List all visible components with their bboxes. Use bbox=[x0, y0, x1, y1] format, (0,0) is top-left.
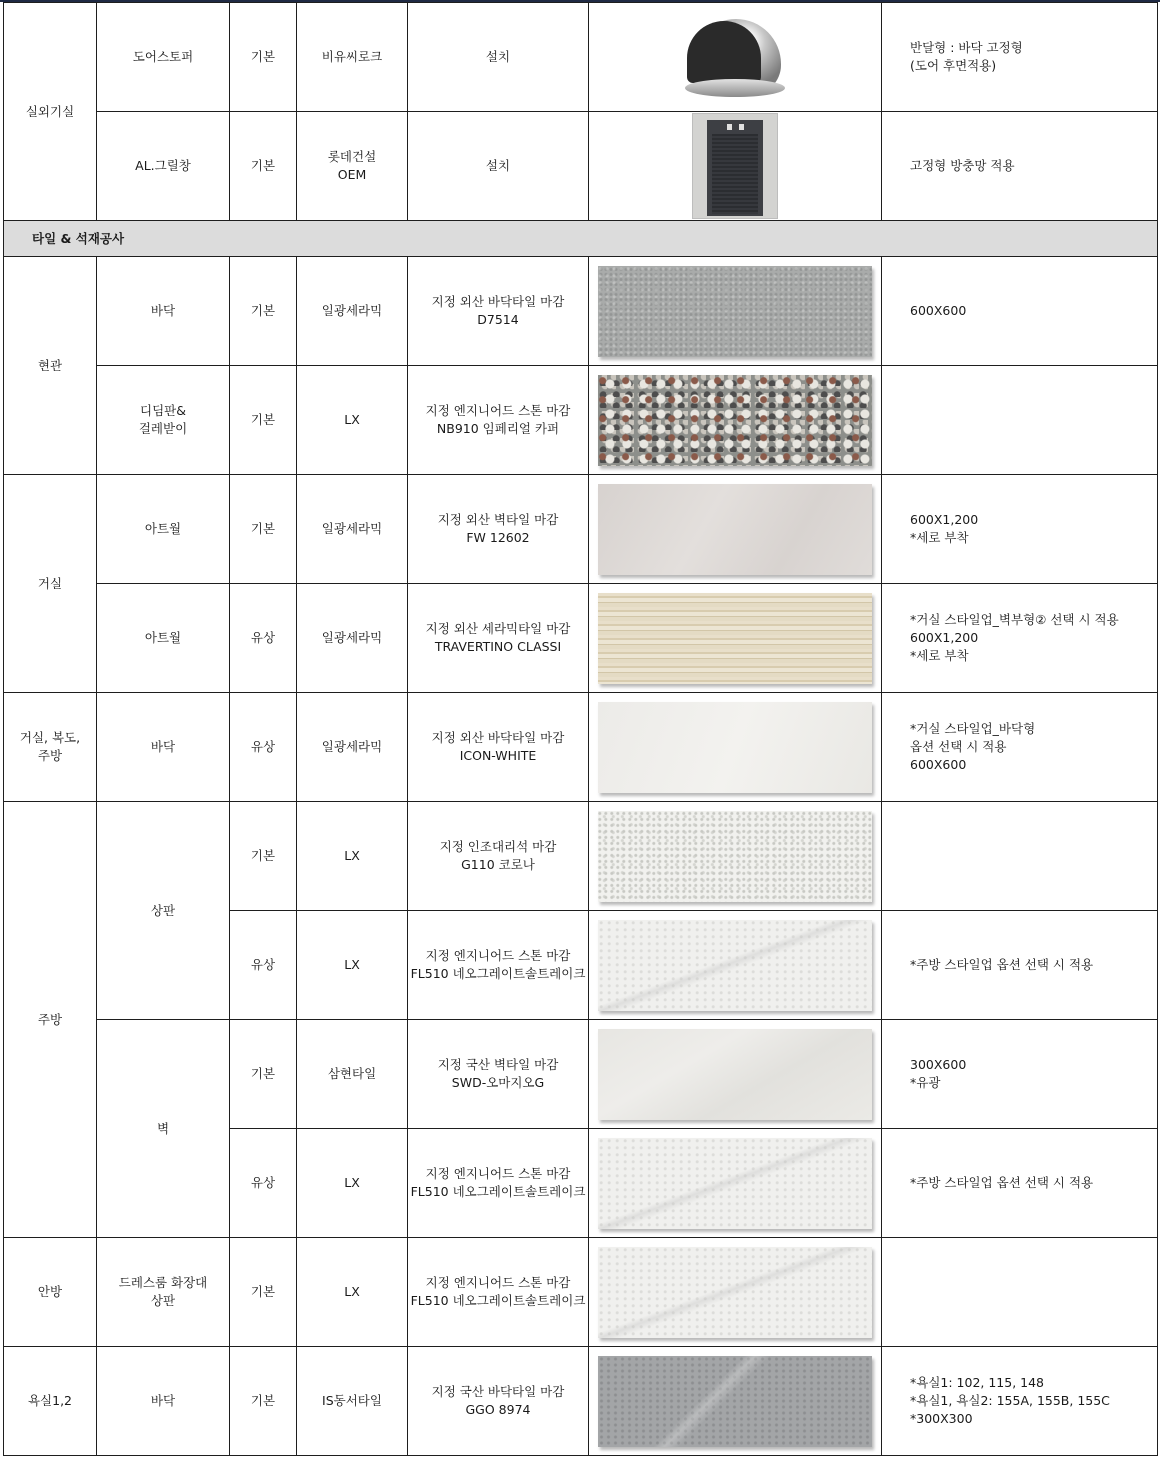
area-cell: 현관 bbox=[4, 257, 97, 475]
item-cell: 바닥 bbox=[97, 693, 230, 802]
spec-cell: 지정 엔지니어드 스톤 마감 FL510 네오그레이트솔트레이크 bbox=[408, 1238, 589, 1347]
table-row bbox=[4, 1238, 1158, 1347]
item-cell: 벽 bbox=[97, 1020, 230, 1238]
spec-cell: 지정 외산 벽타일 마감 FW 12602 bbox=[408, 475, 589, 584]
table-row bbox=[4, 475, 1158, 584]
area-cell: 거실 bbox=[4, 475, 97, 693]
tile-swatch-image bbox=[598, 593, 872, 684]
area-cell: 거실, 복도, 주방 bbox=[4, 693, 97, 802]
brand-cell: IS동서타일 bbox=[297, 1347, 408, 1456]
note-cell: 600X600 bbox=[882, 257, 1158, 366]
note-cell: 고정형 방충망 적용 bbox=[882, 112, 1158, 221]
brand-cell: 일광세라믹 bbox=[297, 693, 408, 802]
spec-cell: 지정 외산 바닥타일 마감 ICON-WHITE bbox=[408, 693, 589, 802]
spec-cell: 지정 국산 벽타일 마감 SWD-오마지오G bbox=[408, 1020, 589, 1129]
brand-cell: LX bbox=[297, 802, 408, 911]
table-row bbox=[4, 366, 1158, 475]
item-cell: AL.그릴창 bbox=[97, 112, 230, 221]
image-cell bbox=[589, 366, 882, 475]
note-cell bbox=[882, 366, 1158, 475]
spec-cell: 설치 bbox=[408, 112, 589, 221]
grade-cell: 기본 bbox=[230, 1238, 297, 1347]
item-cell: 아트월 bbox=[97, 475, 230, 584]
window-grille-image bbox=[692, 113, 778, 219]
note-cell: *욕실1: 102, 115, 148 *욕실1, 욕실2: 155A, 155B, 155C *300X300 bbox=[882, 1347, 1158, 1456]
image-cell bbox=[589, 584, 882, 693]
note-cell: 300X600 *유광 bbox=[882, 1020, 1158, 1129]
tile-swatch-image bbox=[598, 266, 872, 357]
tile-swatch-image bbox=[598, 1029, 872, 1120]
spec-cell: 지정 외산 바닥타일 마감 D7514 bbox=[408, 257, 589, 366]
spec-cell: 지정 인조대리석 마감 G110 코로나 bbox=[408, 802, 589, 911]
image-cell bbox=[589, 475, 882, 584]
spec-cell: 지정 엔지니어드 스톤 마감 FL510 네오그레이트솔트레이크 bbox=[408, 1129, 589, 1238]
item-cell: 아트월 bbox=[97, 584, 230, 693]
stone-swatch-image bbox=[598, 920, 872, 1011]
area-cell: 안방 bbox=[4, 1238, 97, 1347]
tile-swatch-image bbox=[598, 702, 872, 793]
brand-cell: LX bbox=[297, 1238, 408, 1347]
table-row bbox=[4, 802, 1158, 911]
grade-cell: 기본 bbox=[230, 802, 297, 911]
brand-cell: LX bbox=[297, 911, 408, 1020]
grade-cell: 유상 bbox=[230, 911, 297, 1020]
item-cell: 드레스룸 화장대 상판 bbox=[97, 1238, 230, 1347]
grade-cell: 기본 bbox=[230, 3, 297, 112]
image-cell bbox=[589, 693, 882, 802]
table-row bbox=[4, 257, 1158, 366]
stone-swatch-image bbox=[598, 811, 872, 902]
finish-spec-table bbox=[3, 2, 1158, 1456]
section-header-row bbox=[4, 221, 1158, 257]
tile-swatch-image bbox=[598, 484, 872, 575]
image-cell bbox=[589, 257, 882, 366]
note-cell: *거실 스타일업_바닥형 옵션 선택 시 적용 600X600 bbox=[882, 693, 1158, 802]
image-cell bbox=[589, 112, 882, 221]
spec-cell: 지정 엔지니어드 스톤 마감 NB910 임페리얼 카퍼 bbox=[408, 366, 589, 475]
image-cell bbox=[589, 1020, 882, 1129]
grade-cell: 기본 bbox=[230, 475, 297, 584]
image-cell bbox=[589, 911, 882, 1020]
grade-cell: 기본 bbox=[230, 112, 297, 221]
table-row bbox=[4, 693, 1158, 802]
table-row bbox=[4, 1020, 1158, 1129]
brand-cell: 일광세라믹 bbox=[297, 257, 408, 366]
item-cell: 상판 bbox=[97, 802, 230, 1020]
image-cell bbox=[589, 1347, 882, 1456]
grade-cell: 기본 bbox=[230, 257, 297, 366]
table-row bbox=[4, 112, 1158, 221]
brand-cell: 일광세라믹 bbox=[297, 475, 408, 584]
brand-cell: 롯데건설 OEM bbox=[297, 112, 408, 221]
item-cell: 바닥 bbox=[97, 1347, 230, 1456]
spec-cell: 설치 bbox=[408, 3, 589, 112]
note-cell: 반달형 : 바닥 고정형 (도어 후면적용) bbox=[882, 3, 1158, 112]
brand-cell: 일광세라믹 bbox=[297, 584, 408, 693]
brand-cell: LX bbox=[297, 366, 408, 475]
note-cell: *주방 스타일업 옵션 선택 시 적용 bbox=[882, 1129, 1158, 1238]
table-row bbox=[4, 584, 1158, 693]
table-row bbox=[4, 3, 1158, 112]
grade-cell: 유상 bbox=[230, 584, 297, 693]
spec-cell: 지정 엔지니어드 스톤 마감 FL510 네오그레이트솔트레이크 bbox=[408, 911, 589, 1020]
door-stopper-image bbox=[685, 13, 785, 101]
table-row bbox=[4, 1347, 1158, 1456]
area-cell: 욕실1,2 bbox=[4, 1347, 97, 1456]
spec-cell: 지정 외산 세라믹타일 마감 TRAVERTINO CLASSI bbox=[408, 584, 589, 693]
image-cell bbox=[589, 3, 882, 112]
note-cell bbox=[882, 1238, 1158, 1347]
item-cell: 도어스토퍼 bbox=[97, 3, 230, 112]
grade-cell: 기본 bbox=[230, 366, 297, 475]
item-cell: 디딤판& 걸레받이 bbox=[97, 366, 230, 475]
image-cell bbox=[589, 802, 882, 911]
item-cell: 바닥 bbox=[97, 257, 230, 366]
grade-cell: 유상 bbox=[230, 693, 297, 802]
section-title: 타일 & 석재공사 bbox=[4, 221, 1158, 257]
stone-swatch-image bbox=[598, 375, 872, 466]
brand-cell: 삼현타일 bbox=[297, 1020, 408, 1129]
grade-cell: 유상 bbox=[230, 1129, 297, 1238]
note-cell: *주방 스타일업 옵션 선택 시 적용 bbox=[882, 911, 1158, 1020]
tile-swatch-image bbox=[598, 1356, 872, 1447]
grade-cell: 기본 bbox=[230, 1020, 297, 1129]
spec-cell: 지정 국산 바닥타일 마감 GGO 8974 bbox=[408, 1347, 589, 1456]
area-cell: 주방 bbox=[4, 802, 97, 1238]
stone-swatch-image bbox=[598, 1247, 872, 1338]
image-cell bbox=[589, 1129, 882, 1238]
note-cell: 600X1,200 *세로 부착 bbox=[882, 475, 1158, 584]
brand-cell: 비유씨로크 bbox=[297, 3, 408, 112]
brand-cell: LX bbox=[297, 1129, 408, 1238]
stone-swatch-image bbox=[598, 1138, 872, 1229]
image-cell bbox=[589, 1238, 882, 1347]
grade-cell: 기본 bbox=[230, 1347, 297, 1456]
note-cell bbox=[882, 802, 1158, 911]
area-cell: 실외기실 bbox=[4, 3, 97, 221]
note-cell: *거실 스타일업_벽부형② 선택 시 적용 600X1,200 *세로 부착 bbox=[882, 584, 1158, 693]
